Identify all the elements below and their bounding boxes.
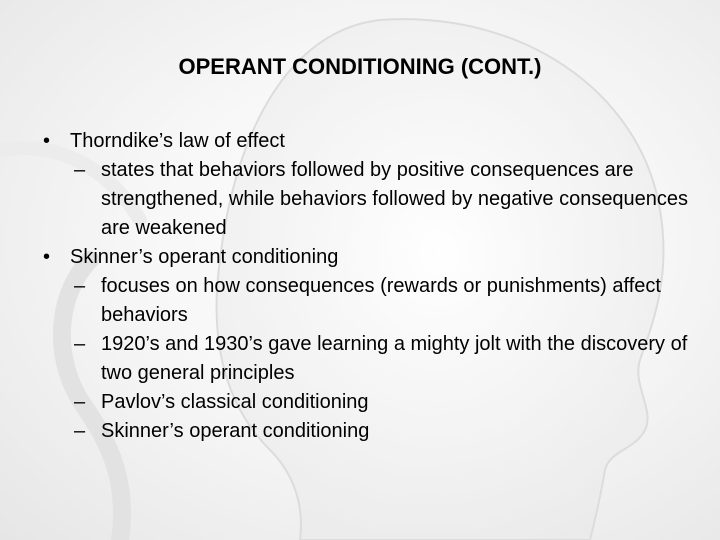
bullet-list [0, 127, 720, 446]
sub-bullet-text: states that behaviors followed by positive consequences are strengthened, while behaviors followed by negative consequences are weakened [101, 159, 689, 239]
dash-marker: – [74, 420, 86, 442]
sub-bullet-item [0, 156, 720, 243]
dash-marker: – [74, 275, 86, 297]
dash-marker: – [74, 391, 86, 413]
dash-marker: – [74, 159, 86, 181]
sub-bullet-text: Skinner’s operant conditioning [101, 420, 370, 442]
sub-bullet-item [0, 330, 720, 388]
bullet-item [0, 127, 720, 156]
slide-title: OPERANT CONDITIONING (CONT.) [178, 54, 542, 79]
sub-bullet-text: 1920’s and 1930’s gave learning a mighty jolt with the discovery of two general principles [101, 333, 688, 384]
sub-bullet-text: focuses on how consequences (rewards or punishments) affect behaviors [101, 275, 661, 326]
bullet-item [0, 243, 720, 272]
sub-bullet-item [0, 417, 720, 446]
bullet-text: Thorndike’s law of effect [70, 130, 285, 152]
bullet-marker: • [43, 246, 51, 268]
bullet-text: Skinner’s operant conditioning [70, 246, 339, 268]
bullet-marker: • [43, 130, 51, 152]
sub-bullet-item [0, 388, 720, 417]
sub-bullet-item [0, 272, 720, 330]
sub-bullet-text: Pavlov’s classical conditioning [101, 391, 369, 413]
dash-marker: – [74, 333, 86, 355]
